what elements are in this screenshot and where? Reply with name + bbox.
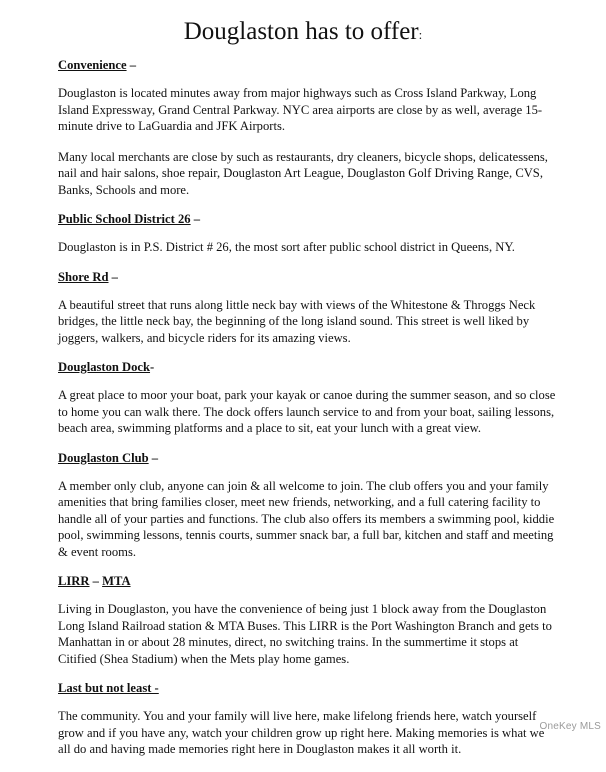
section-heading-douglaston-dock: Douglaston Dock- [58, 360, 155, 374]
section-paragraph: A great place to moor your boat, park your kayak or canoe during the summer season, and so close to home you can walk there. The dock offers launch service to and from your boat, sailing lessons, beach area, swimming platforms and a place to sit, eat your lunch with a great view. [58, 388, 556, 435]
section-heading-school-district: Public School District 26 – [58, 212, 201, 226]
section-heading-last-but-not-least: Last but not least - [58, 681, 159, 695]
section-paragraph: The community. You and your family will live here, make lifelong friends here, watch yourself grow and if you have any, watch your children grow up right here. Making memories is what we all do and having made memories right here in Douglaston makes it all worth it. [58, 709, 545, 756]
section-paragraph: Living in Douglaston, you have the convenience of being just 1 block away from the Douglaston Long Island Railroad station & MTA Buses. This LIRR is the Port Washington Branch and gets to Manhattan in or about 28 minutes, direct, no switching trains. In the summertime it stops at Citified (Shea Stadium) when the Mets play home games. [58, 602, 552, 666]
section-paragraph: Douglaston is located minutes away from major highways such as Cross Island Parkway, Long Island Expressway, Grand Central Parkway. NYC area airports are close by as well, average 15-minute drive to LaGuardia and JFK Airports. [58, 86, 543, 133]
section-paragraph: Many local merchants are close by such as restaurants, dry cleaners, bicycle shops, delicatessens, nail and hair salons, shoe repair, Douglaston Art League, Douglaston Golf Driving Range, CVS, Banks, Schools and more. [58, 149, 548, 197]
title-colon: : [418, 27, 423, 42]
section-paragraph: Douglaston is in P.S. District # 26, the most sort after public school district in Queens, NY. [58, 240, 515, 254]
section-heading-douglaston-club: Douglaston Club – [58, 450, 159, 465]
section-heading-convenience: Convenience – [58, 58, 137, 72]
title-text: Douglaston has to offer [183, 18, 419, 45]
document-body [58, 58, 558, 772]
watermark-text: OneKey MLS [539, 721, 601, 732]
section-heading-lirr-mta: LIRR – MTA [58, 574, 131, 588]
document-title [0, 16, 606, 51]
section-paragraph: A member only club, anyone can join & all welcome to join. The club offers you and your family amenities that bring families closer, meet new friends, networking, and a full catering facility to handle all of your parties and functions. The club also offers its members a swimming pool, kiddie pool, swimming lessons, tennis courts, summer snack bar, a full bar, kitchen and staff and meeting & event rooms. [58, 478, 555, 559]
section-paragraph: A beautiful street that runs along little neck bay with views of the Whitestone & Throggs Neck bridges, the little neck bay, the beginning of the long island sound. This street is well liked by joggers, walkers, and bicycle riders for its amazing views. [58, 297, 536, 345]
section-heading-shore-rd: Shore Rd – [58, 269, 118, 284]
